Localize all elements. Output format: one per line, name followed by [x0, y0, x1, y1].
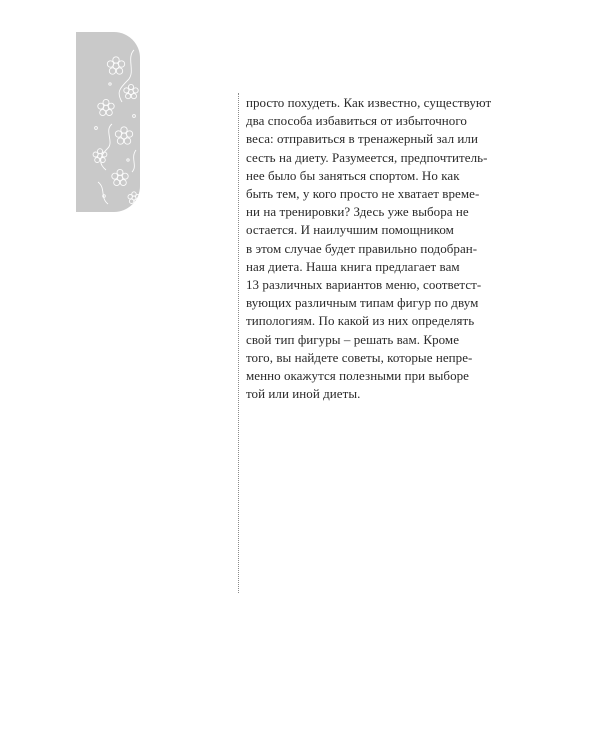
text-line: остается. И наилучшим помощником: [246, 222, 454, 238]
text-line: нее было бы заняться спортом. Но как: [246, 167, 460, 183]
text-line: два способа избавиться от избыточного: [246, 113, 467, 129]
text-line: того, вы найдете советы, которые непре-: [246, 349, 473, 365]
text-line: сесть на диету. Разумеется, предпочтитель-: [246, 149, 488, 165]
text-line: той или иной диеты.: [246, 386, 361, 402]
text-line: менно окажутся полезными при выборе: [246, 368, 470, 384]
side-tab: [76, 32, 140, 212]
text-line: свой тип фигуры – решать вам. Кроме: [246, 331, 460, 347]
text-line: 13 различных вариантов меню, соответст-: [246, 277, 482, 293]
body-text: [246, 94, 492, 403]
text-line: веса: отправиться в тренажерный зал или: [246, 131, 478, 147]
flower-pattern-icon: [76, 32, 140, 212]
text-line: вующих различным типам фигур по двум: [246, 295, 479, 311]
dotted-margin-rule: [238, 93, 239, 593]
text-line: ная диета. Наша книга предлагает вам: [246, 258, 460, 274]
text-line: быть тем, у кого просто не хватает време-: [246, 186, 480, 202]
text-line: просто похудеть. Как известно, существуют: [246, 95, 492, 110]
text-line: типологиям. По какой из них определять: [246, 313, 475, 329]
text-line: в этом случае будет правильно подобран-: [246, 240, 478, 256]
text-line: ни на тренировки? Здесь уже выбора не: [246, 204, 469, 220]
